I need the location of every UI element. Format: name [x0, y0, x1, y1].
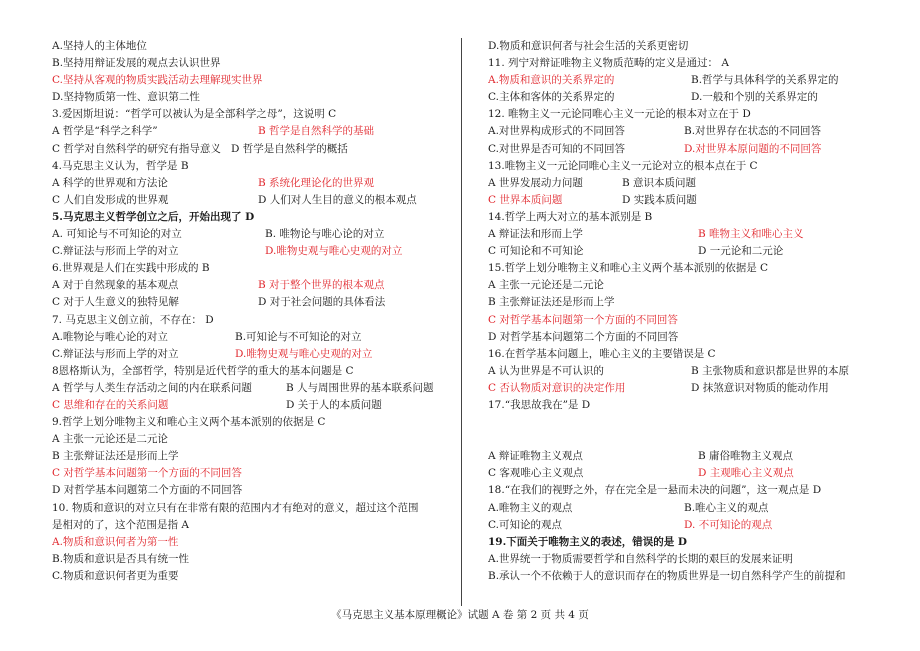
question-text: C 可知论和不可知论: [488, 245, 584, 258]
text-line: [52, 551, 452, 568]
text-line: [488, 448, 898, 465]
answer-option-text: C 世界本质问题: [488, 193, 563, 206]
question-text: 19.下面关于唯物主义的表述，错误的是 D: [488, 535, 688, 548]
text-line: [488, 568, 898, 585]
text-line: [52, 106, 452, 123]
question-text: A.坚持人的主体地位: [52, 40, 147, 52]
text-line: [52, 448, 452, 465]
question-text: B.承认一个不依赖于人的意识而存在的物质世界是一切自然科学产生的前提和: [488, 569, 846, 582]
text-line: [488, 363, 898, 380]
question-text: 9.哲学上划分唯物主义和唯心主义两个基本派别的依据是 C: [52, 416, 326, 429]
answer-option-text: D.唯物史观与唯心史观的对立: [235, 347, 373, 360]
question-text: 是相对的了，这个范围是指 A: [52, 518, 189, 531]
question-text: A 辩证唯物主义观点: [488, 450, 583, 463]
text-line: [488, 294, 898, 311]
question-text: B.对世界存在状态的不同回答: [684, 125, 822, 138]
text-line: [52, 89, 452, 106]
text-line: [488, 312, 898, 329]
text-line: [488, 482, 898, 499]
question-text: 12. 唯物主义一元论同唯心主义一元论的根本对立在于 D: [488, 108, 751, 121]
answer-option-text: C 对哲学基本问题第一个方面的不同回答: [52, 467, 242, 480]
question-text: A 认为世界是不可认识的: [488, 364, 604, 377]
text-line: [52, 175, 452, 192]
question-text: B 意识本质问题: [622, 176, 697, 189]
question-text: D 对哲学基本问题第二个方面的不同回答: [488, 330, 679, 343]
question-text: B.坚持用辩证发展的观点去认识世界: [52, 57, 221, 70]
question-text: A 哲学是“科学之科学”: [52, 125, 158, 138]
question-text: C.辩证法与形而上学的对立: [52, 245, 179, 258]
answer-option-text: B 唯物主义和唯心主义: [698, 228, 804, 241]
question-text: A 对于自然现象的基本观点: [52, 279, 179, 292]
text-line: [52, 277, 452, 294]
text-line: [52, 329, 452, 346]
question-text: B.唯心主义的观点: [684, 501, 769, 514]
question-text: B 庸俗唯物主义观点: [698, 450, 794, 463]
question-text: D.物质和意识何者与社会生活的关系更密切: [488, 40, 689, 52]
text-line: [488, 431, 898, 448]
text-line: [488, 551, 898, 568]
question-text: A 主张一元论还是二元论: [488, 279, 604, 292]
question-text: C 人们自发形成的世界观: [52, 193, 169, 206]
question-text: C.可知论的观点: [488, 518, 562, 531]
question-text: 13.唯物主义一元论同唯心主义一元论对立的根本点在于 C: [488, 159, 758, 172]
text-line: [488, 226, 898, 243]
question-text: C.主体和客体的关系界定的: [488, 91, 615, 104]
text-line: [52, 141, 452, 158]
answer-option-text: A.物质和意识的关系界定的: [488, 74, 615, 87]
text-line: [488, 260, 898, 277]
question-text: D 关于人的本质问题: [286, 398, 382, 411]
text-line: [488, 89, 898, 106]
text-line: [52, 534, 452, 551]
question-text: B 主张辩证法还是形而上学: [52, 450, 179, 463]
question-text: 4.马克思主义认为，哲学是 B: [52, 159, 189, 172]
text-line: [52, 431, 452, 448]
question-text: B.可知论与不可知论的对立: [235, 330, 362, 343]
text-line: [488, 465, 898, 482]
text-line: [488, 414, 898, 431]
question-text: B.物质和意识是否具有统一性: [52, 552, 190, 565]
question-text: 11. 列宁对辩证唯物主义物质范畴的定义是通过： A: [488, 57, 729, 70]
text-line: [488, 106, 898, 123]
question-text: A.世界统一于物质需要哲学和自然科学的长期的艰巨的发展来证明: [488, 552, 793, 565]
text-line: [52, 482, 452, 499]
text-line: [52, 209, 452, 226]
question-text: D 人们对人生目的意义的根本观点: [258, 193, 417, 206]
answer-option-text: B 哲学是自然科学的基础: [258, 125, 375, 138]
question-text: A 辩证法和形而上学: [488, 228, 583, 241]
question-text: 14.哲学上两大对立的基本派别是 B: [488, 210, 653, 223]
text-line: [52, 346, 452, 363]
question-text: 15.哲学上划分唯物主义和唯心主义两个基本派别的依据是 C: [488, 262, 769, 275]
question-text: C 哲学对自然科学的研究有指导意义: [52, 142, 221, 155]
text-line: [488, 175, 898, 192]
text-line: [488, 55, 898, 72]
question-text: C 客观唯心主义观点: [488, 467, 584, 480]
question-text: C.对世界是否可知的不同回答: [488, 142, 625, 155]
question-text: 8恩格斯认为，全部哲学，特别是近代哲学的重大的基本问题是 C: [52, 364, 354, 377]
text-line: [488, 123, 898, 140]
question-text: A.唯物论与唯心论的对立: [52, 330, 168, 343]
text-line: [52, 517, 452, 534]
text-line: [488, 38, 898, 55]
text-line: [52, 568, 452, 585]
answer-option-text: D 主观唯心主义观点: [698, 467, 794, 480]
question-text: B. 唯物论与唯心论的对立: [265, 228, 385, 241]
question-text: B 主张辩证法还是形而上学: [488, 296, 615, 309]
text-line: [52, 312, 452, 329]
left-column: [52, 38, 452, 585]
question-text: B 人与周围世界的基本联系问题: [286, 381, 434, 394]
column-divider: [461, 38, 462, 606]
text-line: [488, 346, 898, 363]
text-line: [488, 192, 898, 209]
text-line: [52, 414, 452, 431]
question-text: A.唯物主义的观点: [488, 501, 573, 514]
question-text: B.哲学与具体科学的关系界定的: [691, 74, 839, 87]
answer-option-text: D.唯物史观与唯心史观的对立: [265, 245, 403, 258]
question-text: D 抹煞意识对物质的能动作用: [691, 381, 829, 394]
question-text: D 对哲学基本问题第二个方面的不同回答: [52, 484, 243, 497]
text-line: [488, 141, 898, 158]
text-line: [52, 397, 452, 414]
text-line: [488, 72, 898, 89]
question-text: 7. 马克思主义创立前，不存在： D: [52, 313, 214, 326]
text-line: [52, 123, 452, 140]
question-text: 3.爱因斯坦说：“哲学可以被认为是全部科学之母”，这说明 C: [52, 108, 337, 121]
text-line: [488, 243, 898, 260]
text-line: [488, 534, 898, 551]
text-line: [488, 500, 898, 517]
text-line: [52, 226, 452, 243]
text-line: [488, 397, 898, 414]
text-line: [488, 158, 898, 175]
text-line: [52, 294, 452, 311]
answer-option-text: B 系统化理论化的世界观: [258, 176, 375, 189]
answer-option-text: C 思维和存在的关系问题: [52, 398, 169, 411]
text-line: [488, 329, 898, 346]
question-text: A.对世界构成形式的不同回答: [488, 125, 625, 138]
question-text: C.辩证法与形而上学的对立: [52, 347, 179, 360]
text-line: [52, 55, 452, 72]
text-line: [52, 158, 452, 175]
text-line: [52, 380, 452, 397]
question-text: C.物质和意识何者更为重要: [52, 569, 179, 582]
answer-option-text: A.物质和意识何者为第一性: [52, 535, 179, 548]
text-line: [52, 192, 452, 209]
question-text: A 科学的世界观和方法论: [52, 176, 168, 189]
text-line: [52, 500, 452, 517]
question-text: A 主张一元论还是二元论: [52, 433, 168, 446]
answer-option-text: D. 不可知论的观点: [684, 518, 773, 531]
answer-option-text: D.对世界本原问题的不同回答: [684, 142, 822, 155]
answer-option-text: C 对哲学基本问题第一个方面的不同回答: [488, 313, 678, 326]
question-text: D 实践本质问题: [622, 193, 697, 206]
question-text: D.坚持物质第一性、意识第二性: [52, 91, 200, 104]
question-text: D.一般和个别的关系界定的: [691, 91, 818, 104]
page-footer: 《马克思主义基本原理概论》试题 A 卷 第 2 页 共 4 页: [331, 609, 589, 621]
question-text: A 世界发展动力问题: [488, 176, 583, 189]
text-line: [52, 243, 452, 260]
answer-option-text: B 对于整个世界的根本观点: [258, 279, 385, 292]
text-line: [52, 260, 452, 277]
text-line: [52, 72, 452, 89]
question-text: D 哲学是自然科学的概括: [231, 142, 348, 155]
answer-option-text: C 否认物质对意识的决定作用: [488, 381, 626, 394]
question-text: C 对于人生意义的独特见解: [52, 296, 179, 309]
question-text: A. 可知论与不可知论的对立: [52, 228, 182, 241]
question-text: D 对于社会问题的具体看法: [258, 296, 386, 309]
question-text: 6.世界观是人们在实践中形成的 B: [52, 262, 210, 275]
text-line: [488, 209, 898, 226]
question-text: 18.“在我们的视野之外，存在完全是一悬而未决的问题”，这一观点是 D: [488, 484, 822, 497]
text-line: [52, 465, 452, 482]
question-text: B 主张物质和意识都是世界的本原: [691, 364, 850, 377]
text-line: [488, 517, 898, 534]
question-text: 17.“我思故我在”是 D: [488, 398, 591, 411]
question-text: 10. 物质和意识的对立只有在非常有限的范围内才有绝对的意义，超过这个范围: [52, 501, 419, 514]
text-line: [488, 277, 898, 294]
question-text: 5.马克思主义哲学创立之后，开始出现了 D: [52, 210, 255, 223]
question-text: D 一元论和二元论: [698, 245, 784, 258]
right-column: [488, 38, 898, 585]
question-text: 16.在哲学基本问题上，唯心主义的主要错误是 C: [488, 347, 716, 360]
text-line: [52, 363, 452, 380]
answer-option-text: C.坚持从客观的物质实践活动去理解现实世界: [52, 74, 263, 87]
question-text: A 哲学与人类生存活动之间的内在联系问题: [52, 381, 252, 394]
text-line: [52, 38, 452, 55]
text-line: [488, 380, 898, 397]
